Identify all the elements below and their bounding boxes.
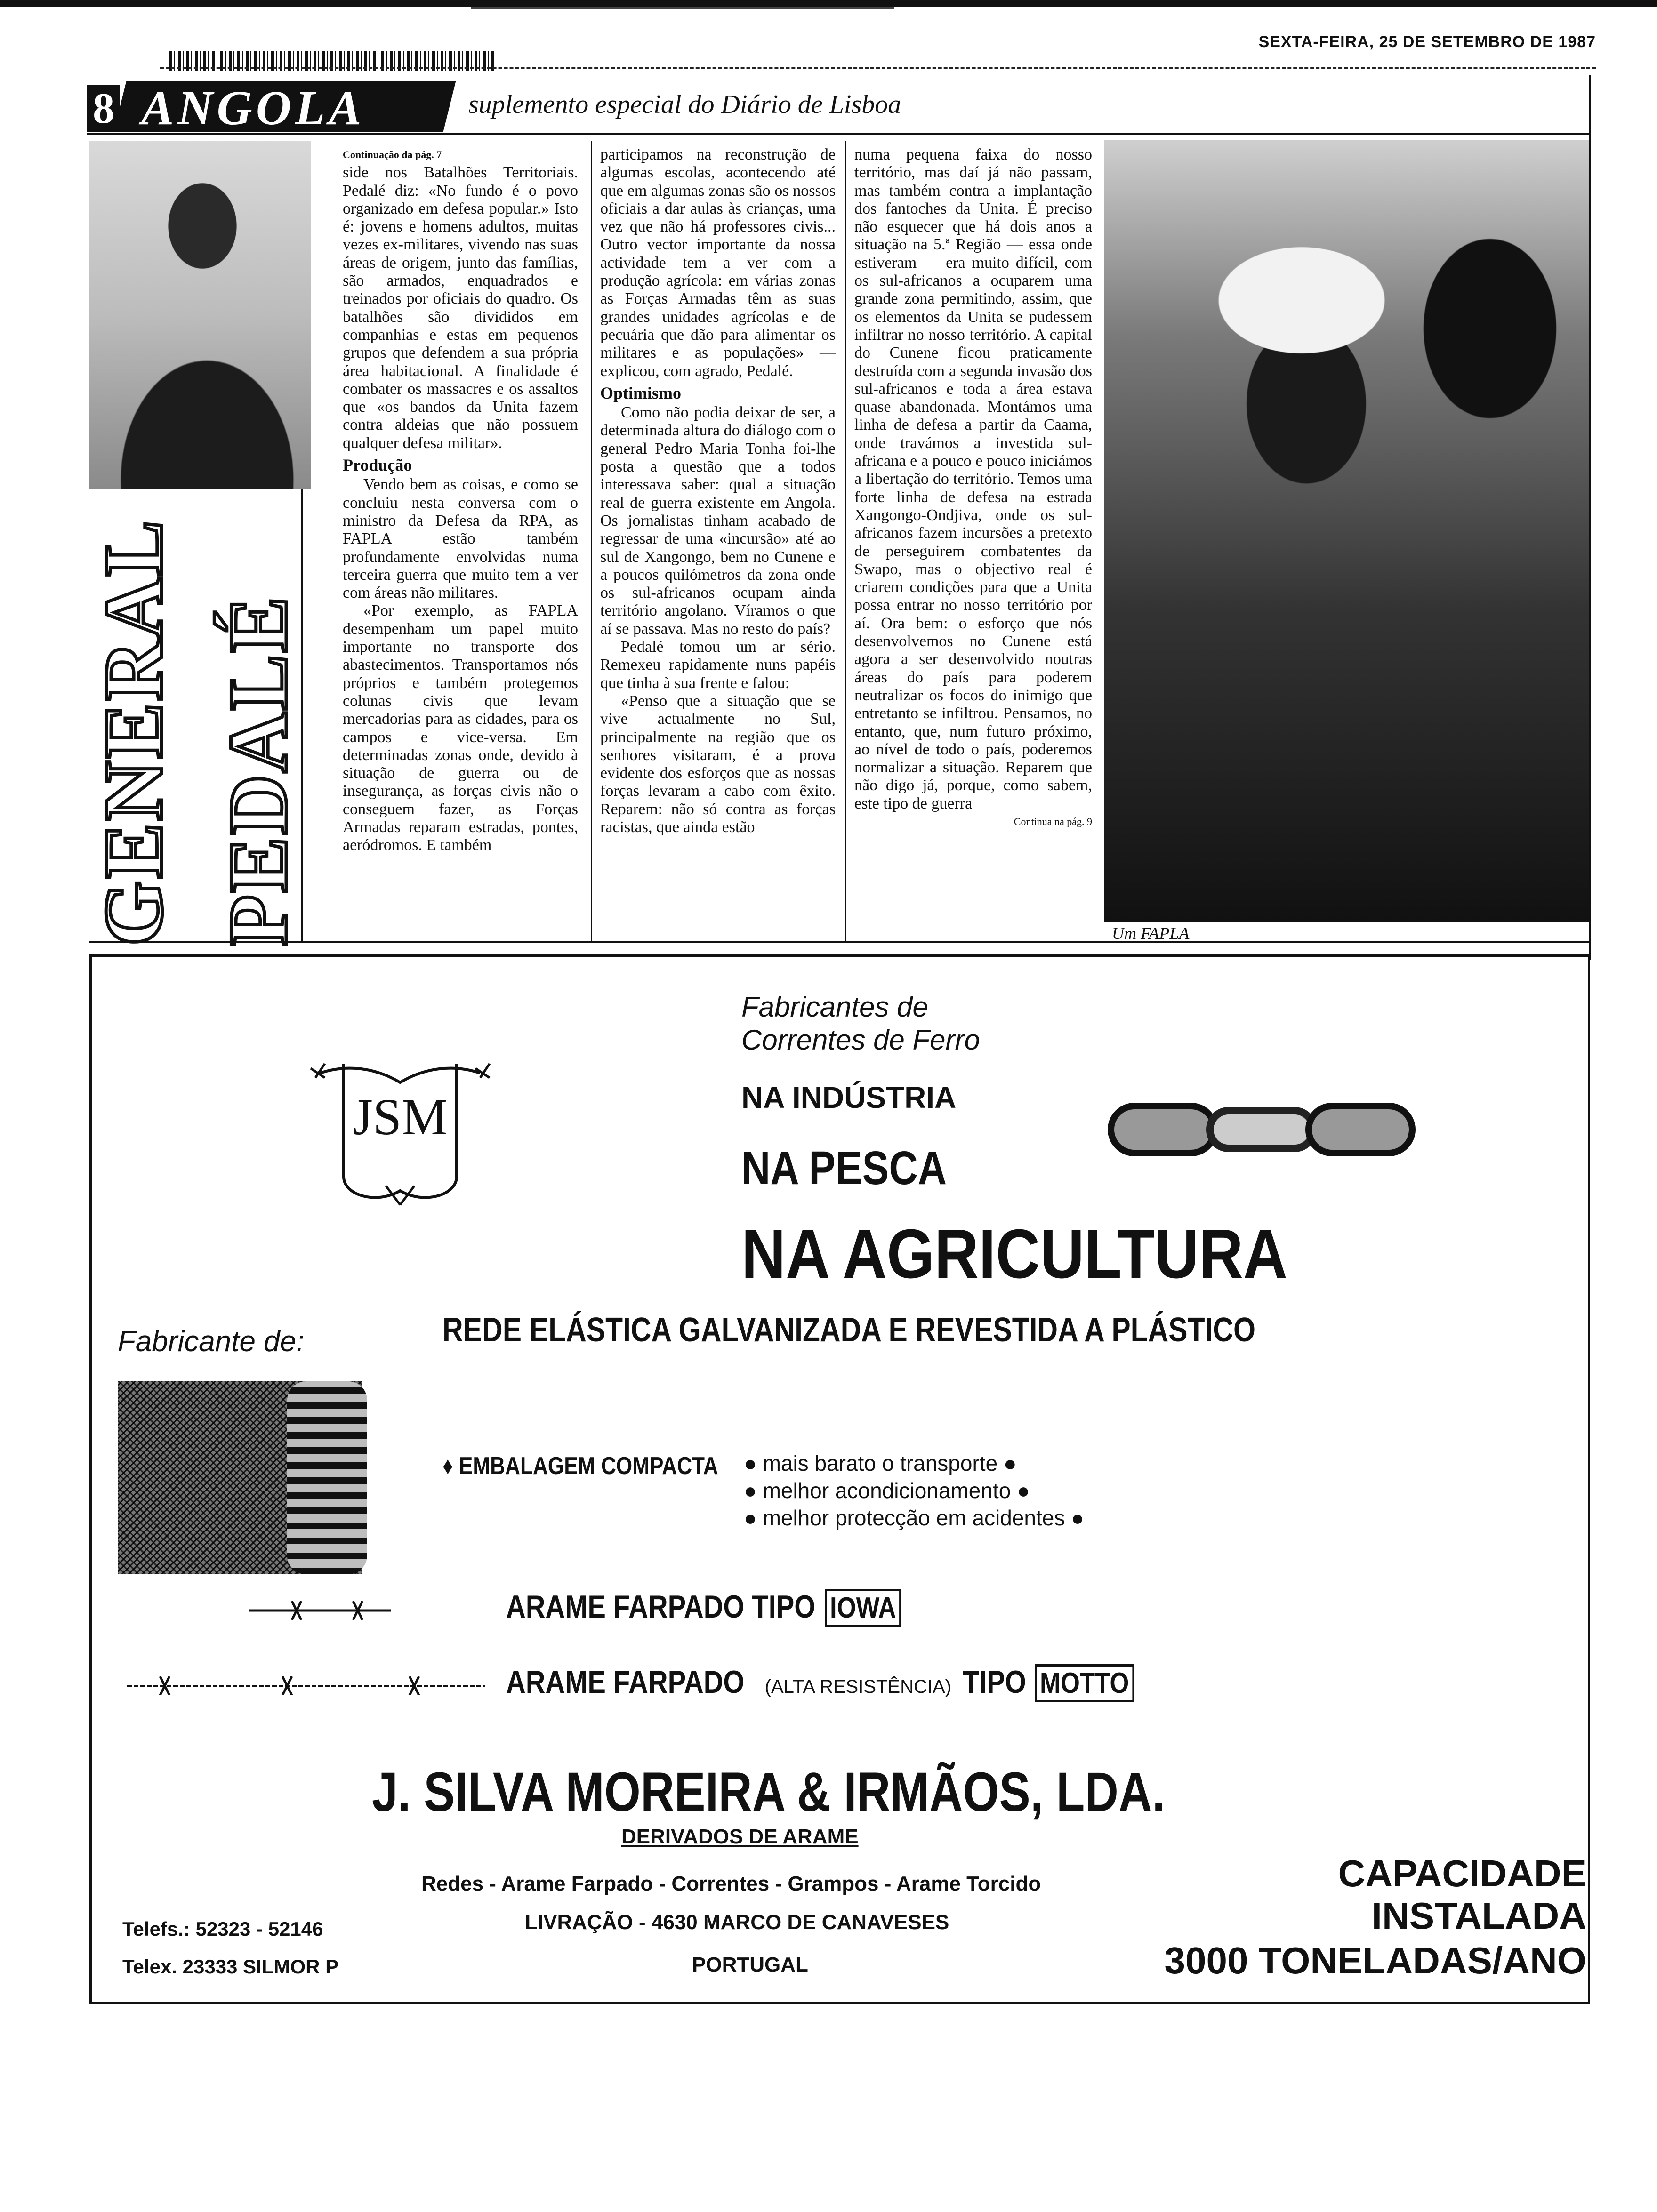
ad-correntes: Correntes de Ferro [741, 1024, 980, 1056]
capacity-line-2: INSTALADA [1371, 1895, 1586, 1937]
subheading: Produção [343, 456, 412, 475]
logo-monogram: JSM [353, 1088, 448, 1146]
ad-na-pesca: NA PESCA [741, 1142, 947, 1194]
header-dashed-rule [160, 67, 1596, 69]
company-name: J. SILVA MOREIRA & IRMÃOS, LDA. [372, 1761, 1166, 1823]
header-rule [87, 133, 1591, 135]
article-title [89, 494, 315, 946]
fapla-soldier-photo [1104, 140, 1589, 922]
article-bottom-rule [89, 941, 1591, 943]
frame-rule [1589, 75, 1591, 960]
jsm-logo [292, 1035, 508, 1214]
paragraph: Pedalé tomou um ar sério. Remexeu rapidamente nuns papéis que tinha à sua frente e falou: [600, 638, 836, 692]
section-title: ANGOLA [141, 81, 365, 135]
title-line-1: GENERAL [87, 518, 180, 946]
arame-motto-type: MOTTO [1035, 1664, 1134, 1702]
column-rule [845, 141, 846, 941]
subheading: Optimismo [600, 383, 682, 402]
general-portrait-photo [89, 141, 311, 489]
arame-iowa-type: IOWA [825, 1589, 901, 1627]
paragraph: «Por exemplo, as FAPLA desempenham um papel muito importante no transporte dos abastecimentos. Transportamos nós próprios e também protegemos colunas civis que levam mercadorias para as cidades, para os campos e vice-versa. Em determinadas zonas onde, devido à situação de guerra ou de insegurança, as forças civis não o conseguem fazer, as Forças Armadas reparam estradas, pontes, aeródromos. E também [343, 602, 578, 854]
phone-numbers: Telefs.: 52323 - 52146 [122, 1918, 323, 1940]
chain-illustration [1106, 1082, 1417, 1177]
ad-arame-motto [506, 1664, 1151, 1702]
paragraph: side nos Batalhões Territoriais. Pedalé diz: «No fundo é o povo organizado em defesa popular.» Isto é: jovens e homens adultos, muitas vezes ex-militares, vivendo nas suas áreas de origem, junto das famílias, são armados, enquadrados e treinados por oficiais do quadro. Os batalhões são divididos em companhias e estas em pequenos grupos que defendem a sua própria área habitacional. A finalidade é combater os massacres e os assaltos que «os bandos da Unita fazem contra aldeias que não possuem qualquer defesa militar». [343, 164, 578, 452]
arame-iowa-label: ARAME FARPADO TIPO [506, 1589, 816, 1625]
ad-benefits-list [744, 1450, 1084, 1531]
page-number: 8 [87, 85, 120, 132]
arame-motto-label: ARAME FARPADO [506, 1664, 745, 1700]
company-country: PORTUGAL [692, 1953, 808, 1976]
paragraph: numa pequena faixa do nosso território, mas daí já não passam, mas também contra a implantação dos fantoches da Unita. É preciso não esquecer que há dois anos a situação na 5.ª Região — essa onde estiveram — era muito difícil, com os sul-africanos a ocuparem uma grande zona permitindo, assim, que os elementos da Unita se pudessem infiltrar no nosso território. A capital do Cunene ficou praticamente destruída com a segunda invasão dos sul-africanos e toda a área estava quase abandonada. Montámos uma linha de defesa a partir da Caama, onde travámos a investida sul-africana e a pouco e pouco iniciámos a libertação do território. Temos uma forte linha de defesa na estrada Xangongo-Ondjiva, onde os sul-africanos fazem incursões a pretexto de perseguirem combatentes da Swapo, mas o objectivo real é criarem condições para que a Unita possa entrar no nosso território por aí. Ora bem: o esforço que nós desenvolvemos no Cunene está agora a ser desenvolvido noutras áreas do país para poderem neutralizar os focos do inimigo que entretanto se infiltrou. Pensamos, no entanto, que, num futuro próximo, ao nível de todo o país, poderemos normalizar a situação. Reparem que não digo já, porque, como sabem, este tipo de guerra [854, 146, 1092, 812]
title-line-2: PEDALÉ [211, 595, 305, 946]
paragraph: «Penso que a situação que se vive actualmente no Sul, principalmente na região que os senhores visitaram, é a prova evidente dos esforços que as nossas forças levaram a cabo com êxito. Reparem: não só contra as forças racistas, que ainda estão [600, 692, 836, 836]
list-item: ● mais barato o transporte ● [744, 1451, 1017, 1475]
article-column-2 [600, 146, 836, 836]
column-rule [301, 489, 303, 941]
barbed-wire-icon [249, 1601, 391, 1620]
ad-arame-iowa [506, 1588, 915, 1627]
continued-to: Continua na pág. 9 [1014, 815, 1092, 827]
supplement-title: suplemento especial do Diário de Lisboa [468, 90, 901, 119]
paragraph: Vendo bem as coisas, e como se concluiu nesta conversa com o ministro da Defesa da RPA, as FAPLA estão também profundamente envolvidas numa terceira guerra que muito tem a ver com áreas não militares. [343, 476, 578, 602]
ad-na-industria: NA INDÚSTRIA [741, 1081, 957, 1114]
arame-motto-tipo: TIPO [963, 1664, 1026, 1700]
scan-edge [0, 0, 1657, 7]
scan-edge [471, 7, 894, 9]
list-item: ● melhor acondicionamento ● [744, 1478, 1030, 1503]
photo-caption: Um FAPLA [1112, 924, 1190, 943]
capacity-line-3: 3000 TONELADAS/ANO [1164, 1940, 1586, 1981]
product-list: Redes - Arame Farpado - Correntes - Grampos - Arame Torcido [421, 1872, 1041, 1895]
company-address: LIVRAÇÃO - 4630 MARCO DE CANAVESES [525, 1911, 949, 1934]
arame-motto-note: (ALTA RESISTÊNCIA) [764, 1676, 952, 1697]
article-column-1 [343, 146, 578, 855]
company-tagline: DERIVADOS DE ARAME [621, 1825, 859, 1848]
ad-na-agricultura: NA AGRICULTURA [741, 1215, 1287, 1293]
paragraph: Como não podia deixar de ser, a determinada altura do diálogo com o general Pedro Maria Tonha foi-lhe posta a questão que a todos interessava saber: qual a situação real de guerra existente em Angola. Os jornalistas tinham acabado de regressar de uma «incursão» até ao sul de Xangongo, bem no Cunene e a poucos quilómetros da zona onde os sul-africanos ocupam ainda território angolano. Víramos o que aí se passava. Mas no resto do país? [600, 404, 836, 638]
ad-fabricantes: Fabricantes de [741, 991, 928, 1023]
article-column-3 [854, 146, 1092, 831]
column-rule [591, 141, 592, 941]
barbed-wire-icon [127, 1676, 485, 1695]
ad-rede: REDE ELÁSTICA GALVANIZADA E REVESTIDA A PLÁSTICO [442, 1311, 1256, 1349]
wire-coil-image [287, 1381, 367, 1574]
continued-from: Continuação da pág. 7 [343, 149, 442, 160]
list-item: ● melhor protecção em acidentes ● [744, 1506, 1084, 1530]
ad-fabricante-de: Fabricante de: [118, 1325, 305, 1358]
ad-embalagem: ♦ EMBALAGEM COMPACTA [442, 1452, 718, 1480]
issue-date: SEXTA-FEIRA, 25 DE SETEMBRO DE 1987 [1258, 33, 1596, 51]
capacity-line-1: CAPACIDADE [1338, 1852, 1586, 1894]
paragraph: participamos na reconstrução de algumas escolas, acontecendo até que em algumas zonas são os nossos oficiais a dar aulas às crianças, uma vez que não há professores civis... Outro vector importante da nossa actividade tem a ver com a produção agrícola: em várias zonas as Forças Armadas têm as suas grandes unidades agrícolas e de pecuária que dão para alimentar os militares e as populações» — explicou, com agrado, Pedalé. [600, 146, 836, 380]
telex-number: Telex. 23333 SILMOR P [122, 1956, 339, 1978]
